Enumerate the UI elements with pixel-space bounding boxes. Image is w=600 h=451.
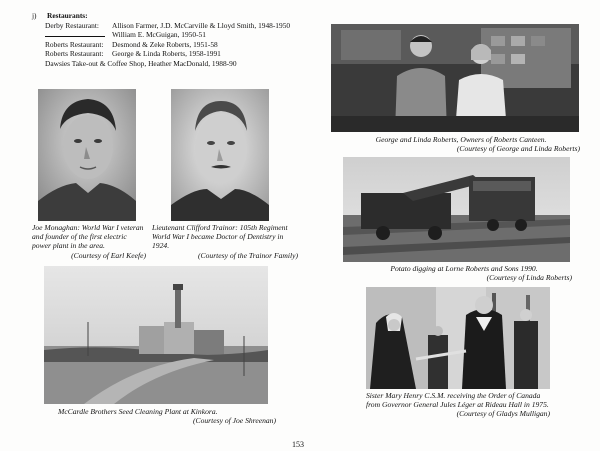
canteen-caption — [342, 135, 580, 153]
order-of-canada-photo — [366, 287, 550, 389]
restaurants-heading — [32, 11, 290, 21]
trainor-caption — [152, 223, 298, 260]
restaurant-owner: George & Linda Roberts, 1958-1991 — [112, 49, 221, 59]
sister-caption — [366, 391, 550, 419]
caption-text: George and Linda Roberts, Owners of Roberts Canteen. — [375, 135, 547, 144]
trainor-portrait-photo — [171, 89, 269, 221]
restaurant-owner: Allison Farmer, J.D. McCarville & Lloyd Smith, 1948-1950 — [112, 20, 291, 30]
restaurant-row — [32, 59, 290, 69]
mccardle-caption — [58, 407, 276, 425]
restaurant-row — [32, 40, 290, 50]
potato-caption — [356, 264, 572, 282]
caption-credit: (Courtesy of George and Linda Roberts) — [456, 144, 580, 154]
canteen-owners-photo — [331, 24, 579, 132]
caption-credit: (Courtesy of Joe Shreenan) — [192, 416, 276, 426]
restaurant-name: Derby Restaurant: — [45, 20, 99, 30]
restaurant-name: Roberts Restaurant: — [45, 39, 104, 49]
potato-digging-photo — [343, 157, 570, 262]
restaurant-owner: Desmond & Zeke Roberts, 1951-58 — [112, 39, 218, 49]
section-title: Restaurants: — [47, 11, 88, 20]
caption-credit: (Courtesy of Earl Keefe) — [71, 250, 146, 260]
caption-text: Sister Mary Henry C.S.M. receiving the Order of Canada from Governor General Jules Léger at Rideau Hall in 1975. — [366, 391, 549, 410]
page-number: 153 — [292, 440, 304, 449]
section-number: j) — [32, 11, 37, 20]
restaurant-row — [32, 30, 290, 40]
monaghan-portrait-photo — [38, 89, 136, 221]
restaurants-section — [32, 11, 290, 69]
monaghan-caption — [32, 223, 146, 260]
caption-text: McCardle Brothers Seed Cleaning Plant at Kinkora. — [58, 407, 218, 416]
restaurant-row — [32, 49, 290, 59]
caption-text: Potato digging at Lorne Roberts and Sons 1990. — [390, 264, 538, 273]
caption-credit: (Courtesy of Linda Roberts) — [486, 273, 572, 283]
caption-credit: (Courtesy of the Trainor Family) — [198, 250, 298, 260]
caption-text: Joe Monaghan: World War I veteran and founder of the first electric power plant in the area. — [32, 223, 144, 251]
caption-credit: (Courtesy of Gladys Mulligan) — [456, 409, 550, 419]
restaurant-name: Roberts Restaurant: — [45, 49, 104, 59]
mccardle-plant-photo — [44, 266, 268, 404]
restaurant-row — [32, 21, 290, 31]
ditto-line — [45, 30, 112, 39]
restaurant-line: Dawsies Take-out & Coffee Shop, Heather MacDonald, 1988-90 — [45, 58, 237, 68]
restaurant-owner: William E. McGuigan, 1950-51 — [112, 30, 206, 40]
caption-text: Lieutenant Clifford Trainor: 105th Regiment World War I became Doctor of Dentistry in 1924. — [152, 223, 288, 251]
